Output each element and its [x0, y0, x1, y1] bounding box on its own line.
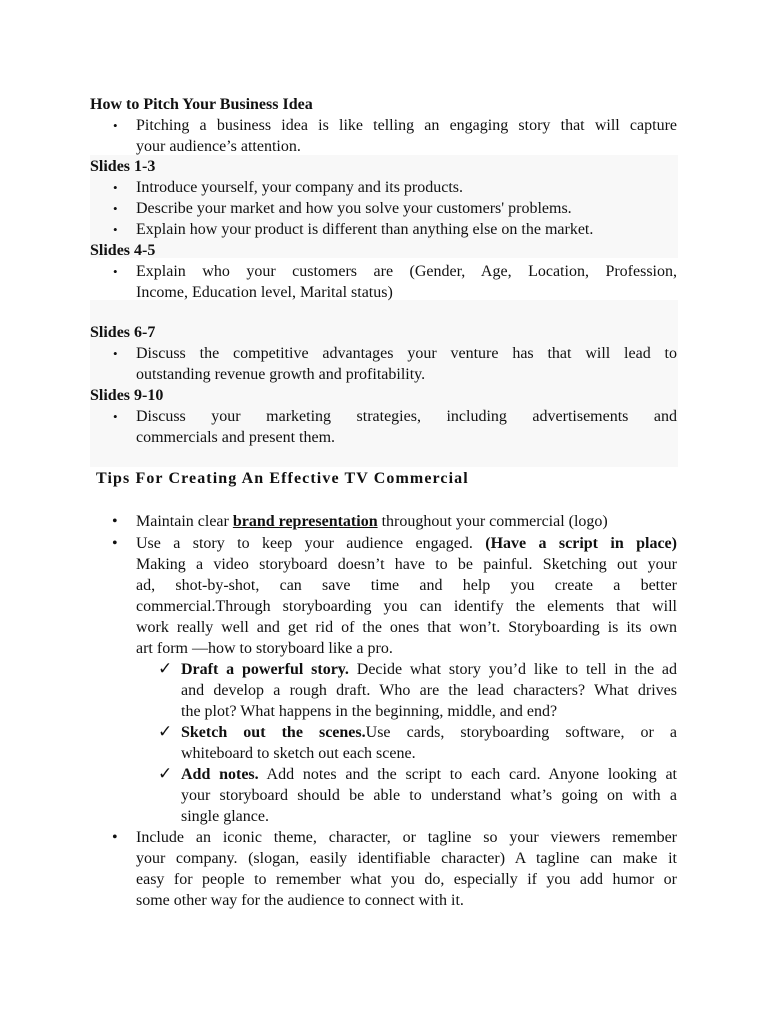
list-item: Introduce yourself, your company and its products. — [136, 179, 464, 196]
tip-tagline-line: your company. (slogan, easily identifiable character) A tagline can make it — [136, 850, 677, 867]
slides-4-5-label: Slides 4-5 — [90, 242, 156, 259]
tip-story-line: work really well and get rid of the ones that won’t. Storyboarding is its own — [136, 619, 677, 636]
slides-1-3-label: Slides 1-3 — [90, 158, 156, 175]
storyboard-step-line: and develop a rough draft. Who are the lead characters? What drives — [181, 682, 677, 699]
list-item-line: Discuss the competitive advantages your venture has that will lead to — [136, 345, 677, 362]
bullet-icon: • — [112, 535, 118, 552]
bullet-icon: • — [112, 829, 118, 846]
storyboard-step-line: your storyboard should be able to understand what’s going on with a — [181, 787, 677, 804]
bullet-icon: • — [113, 264, 118, 279]
bullet-icon: • — [112, 513, 118, 530]
document-heading: How to Pitch Your Business Idea — [90, 96, 313, 113]
intro-line: Pitching a business idea is like telling an engaging story that will capture — [136, 117, 677, 134]
tip-story-line: commercial.Through storyboarding you can identify the elements that will — [136, 598, 677, 615]
tip-story-line: Making a video storyboard doesn’t have to be painful. Sketching out your — [136, 556, 677, 573]
tip-tagline-line: easy for people to remember what you do, especially if you add humor or — [136, 871, 677, 888]
list-item-line: commercials and present them. — [136, 429, 336, 446]
tips-section-title: Tips For Creating An Effective TV Commercial — [96, 470, 469, 487]
checkmark-icon: ✓ — [158, 659, 173, 679]
storyboard-step-line: Add notes. Add notes and the script to each card. Anyone looking at — [181, 766, 677, 783]
tip-story-line: ad, shot-by-shot, can save time and help you create a better — [136, 577, 677, 594]
bullet-icon: • — [113, 118, 118, 133]
storyboard-step-line: Draft a powerful story. Decide what story you’d like to tell in the ad — [181, 661, 678, 678]
list-item-line: Discuss your marketing strategies, including advertisements and — [136, 408, 677, 425]
bullet-icon: • — [113, 409, 118, 424]
bullet-icon: • — [113, 201, 118, 216]
tip-tagline-line: some other way for the audience to connect with it. — [136, 892, 464, 909]
list-item-line: outstanding revenue growth and profitability. — [136, 366, 426, 383]
list-item: Describe your market and how you solve your customers' problems. — [136, 200, 572, 217]
checkmark-icon: ✓ — [158, 764, 173, 784]
list-item: Explain how your product is different than anything else on the market. — [136, 221, 594, 238]
storyboard-step-line: single glance. — [181, 808, 269, 825]
storyboard-step-line: the plot? What happens in the beginning, middle, and end? — [181, 703, 558, 720]
bullet-icon: • — [113, 180, 118, 195]
brand-representation-link: brand representation — [232, 513, 378, 530]
tip-brand-representation: Maintain clear brand representation throughout your commercial (logo) — [136, 513, 608, 530]
bullet-icon: • — [113, 222, 118, 237]
slides-6-7-label: Slides 6-7 — [90, 324, 156, 341]
checkmark-icon: ✓ — [158, 722, 173, 742]
slides-9-10-label: Slides 9-10 — [90, 387, 164, 404]
list-item-line: Explain who your customers are (Gender, Age, Location, Profession, — [136, 263, 677, 280]
storyboard-step-line: Sketch out the scenes.Use cards, storyboarding software, or a — [181, 724, 678, 741]
tip-story-line: Use a story to keep your audience engaged. (Have a script in place) — [136, 535, 677, 552]
intro-line: your audience’s attention. — [136, 138, 301, 155]
tip-tagline-line: Include an iconic theme, character, or tagline so your viewers remember — [136, 829, 677, 846]
bullet-icon: • — [113, 346, 118, 361]
storyboard-step-line: whiteboard to sketch out each scene. — [181, 745, 416, 762]
tip-story-line: art form —how to storyboard like a pro. — [136, 640, 393, 657]
list-item-line: Income, Education level, Marital status) — [136, 284, 393, 301]
